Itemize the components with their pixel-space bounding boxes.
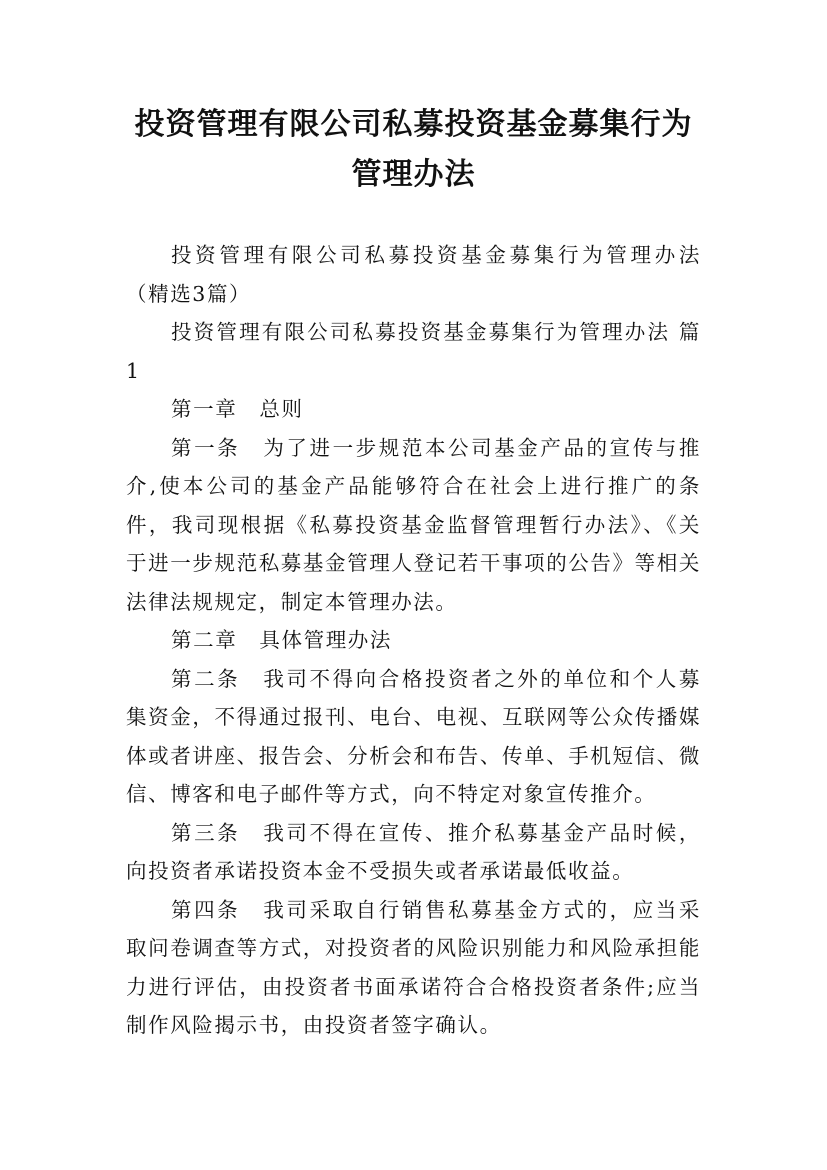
title-line-2: 管理办法: [351, 157, 476, 192]
section-title: 投资管理有限公司私募投资基金募集行为管理办法 篇1: [126, 320, 701, 383]
article-1: 第一条 为了进一步规范本公司基金产品的宣传与推介,使本公司的基金产品能够符合在社会上进行推广的条件，我司现根据《私募投资基金监督管理暂行办法》、《关于进一步规范私募基金管理人登记若干事项的公告》等相关法律法规规定，制定本管理办法。: [126, 435, 701, 614]
title-line-1: 投资管理有限公司私募投资基金募集行为: [134, 107, 693, 142]
article-3: 第三条 我司不得在宣传、推介私募基金产品时候，向投资者承诺投资本金不受损失或者承诺最低收益。: [126, 820, 701, 883]
document-title: [126, 100, 701, 200]
chapter-heading-1: 第一章 总则: [171, 397, 304, 421]
article-4: 第四条 我司采取自行销售私募基金方式的，应当采取问卷调查等方式，对投资者的风险识别能力和风险承担能力进行评估，由投资者书面承诺符合合格投资者条件;应当制作风险揭示书，由投资者签字确认。: [126, 897, 701, 1037]
article-2: 第二条 我司不得向合格投资者之外的单位和个人募集资金，不得通过报刊、电台、电视、互联网等公众传播媒体或者讲座、报告会、分析会和布告、传单、手机短信、微信、博客和电子邮件等方式，向不特定对象宣传推介。: [126, 666, 701, 806]
document-body: [126, 236, 701, 1045]
intro-paragraph: 投资管理有限公司私募投资基金募集行为管理办法（精选3篇）: [126, 243, 701, 306]
chapter-heading-2: 第二章 具体管理办法: [171, 628, 392, 652]
